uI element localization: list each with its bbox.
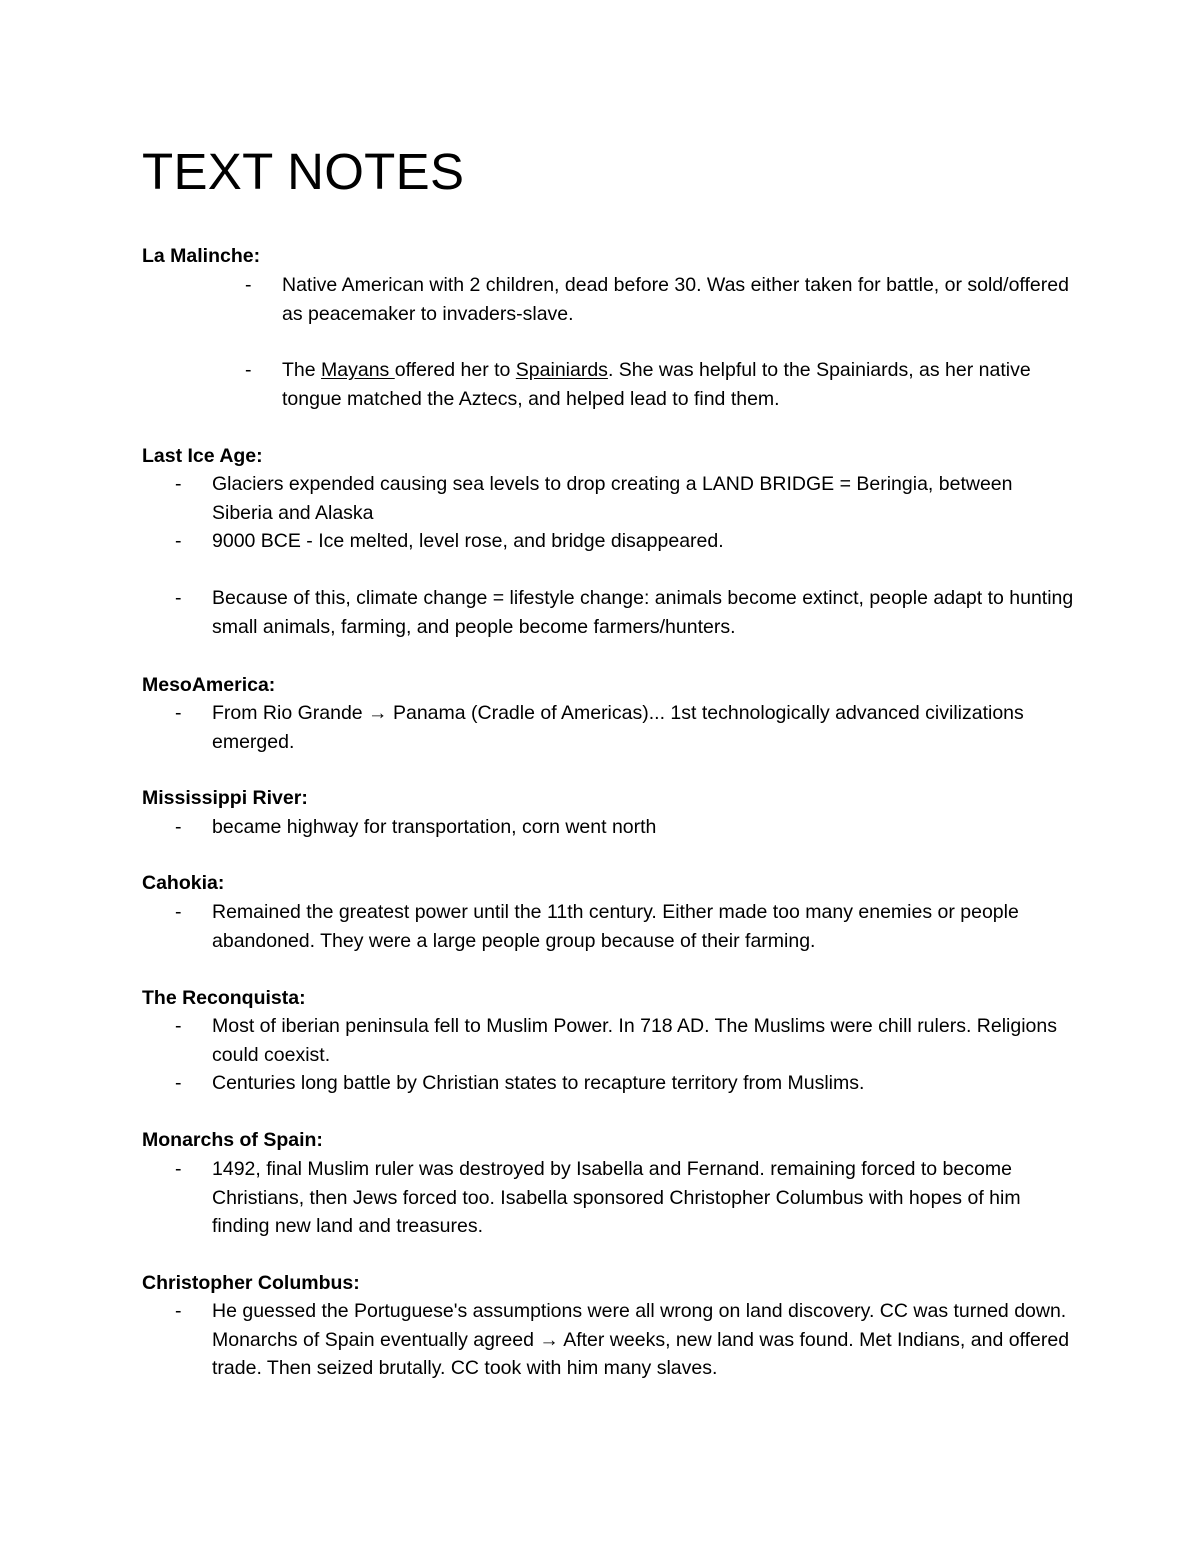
list-item <box>175 1069 1075 1098</box>
text-run: offered her to <box>394 359 516 381</box>
list-item-text <box>282 356 1075 413</box>
list-item <box>175 527 1075 556</box>
list-item <box>175 699 1075 756</box>
list-item <box>245 271 1075 328</box>
list-item <box>175 1297 1075 1383</box>
section-heading-reconquista: The Reconquista: <box>142 987 306 1009</box>
section-heading-mississippi-river: Mississippi River: <box>142 787 308 809</box>
list-item <box>175 898 1075 955</box>
section-heading-la-malinche: La Malinche: <box>142 245 261 267</box>
section-heading-mesoamerica: MesoAmerica: <box>142 674 276 696</box>
bullet-dash: - <box>175 816 182 838</box>
list-item-text: Because of this, climate change = lifestyle change: animals become extinct, people adapt to hunting small animals, farming, and people become farmers/hunters. <box>212 587 1074 638</box>
bullet-dash: - <box>175 1015 182 1037</box>
bullet-dash: - <box>175 702 182 724</box>
list-item-text: Native American with 2 children, dead before 30. Was either taken for battle, or sold/offered as peacemaker to invaders-slave. <box>282 274 1069 325</box>
bullet-dash: - <box>175 530 182 552</box>
list-item <box>245 356 1075 413</box>
list-item-text: He guessed the Portuguese's assumptions were all wrong on land discovery. CC was turned down. Monarchs of Spain eventually agreed → After weeks, new land was found. Met Indians, and offered trade. Then seized brutally. CC took with him many slaves. <box>212 1300 1070 1379</box>
page-title: TEXT NOTES <box>142 143 465 200</box>
bullet-dash: - <box>175 1072 182 1094</box>
list-item <box>175 470 1075 527</box>
section-heading-cahokia: Cahokia: <box>142 872 225 894</box>
bullet-dash: - <box>245 359 252 381</box>
bullet-dash: - <box>175 473 182 495</box>
list-item <box>175 1012 1075 1069</box>
text-run: . She was helpful to the Spainiards, as her native tongue matched the Aztecs, and helped lead to find them. <box>282 359 1031 410</box>
bullet-dash: - <box>245 274 252 296</box>
list-item-text: Centuries long battle by Christian states to recapture territory from Muslims. <box>212 1072 865 1094</box>
list-item-text: From Rio Grande → Panama (Cradle of Americas)... 1st technologically advanced civilizations emerged. <box>212 702 1024 753</box>
bullet-dash: - <box>175 1158 182 1180</box>
list-item-text: Glaciers expended causing sea levels to drop creating a LAND BRIDGE = Beringia, between Siberia and Alaska <box>212 473 1013 524</box>
list-item-text: Remained the greatest power until the 11th century. Either made too many enemies or people abandoned. They were a large people group because of their farming. <box>212 901 1019 952</box>
bullet-dash: - <box>175 901 182 923</box>
underlined-term-mayans: Mayans <box>321 359 395 381</box>
text-run: The <box>282 359 322 381</box>
section-heading-last-ice-age: Last Ice Age: <box>142 445 263 467</box>
list-item-text: 1492, final Muslim ruler was destroyed by Isabella and Fernand. remaining forced to become Christians, then Jews forced too. Isabella sponsored Christopher Columbus with hopes of him finding new land and treasures. <box>212 1158 1021 1237</box>
list-item <box>175 1155 1075 1241</box>
section-heading-monarchs-of-spain: Monarchs of Spain: <box>142 1129 323 1151</box>
bullet-dash: - <box>175 587 182 609</box>
bullet-dash: - <box>175 1300 182 1322</box>
section-heading-christopher-columbus: Christopher Columbus: <box>142 1272 360 1294</box>
list-item-text: became highway for transportation, corn went north <box>212 816 657 838</box>
list-item-text: Most of iberian peninsula fell to Muslim Power. In 718 AD. The Muslims were chill rulers. Religions could coexist. <box>212 1015 1057 1066</box>
list-item <box>175 813 1075 842</box>
list-item <box>175 584 1075 641</box>
underlined-term-spainiards: Spainiards <box>515 359 608 381</box>
list-item-text: 9000 BCE - Ice melted, level rose, and bridge disappeared. <box>212 530 724 552</box>
